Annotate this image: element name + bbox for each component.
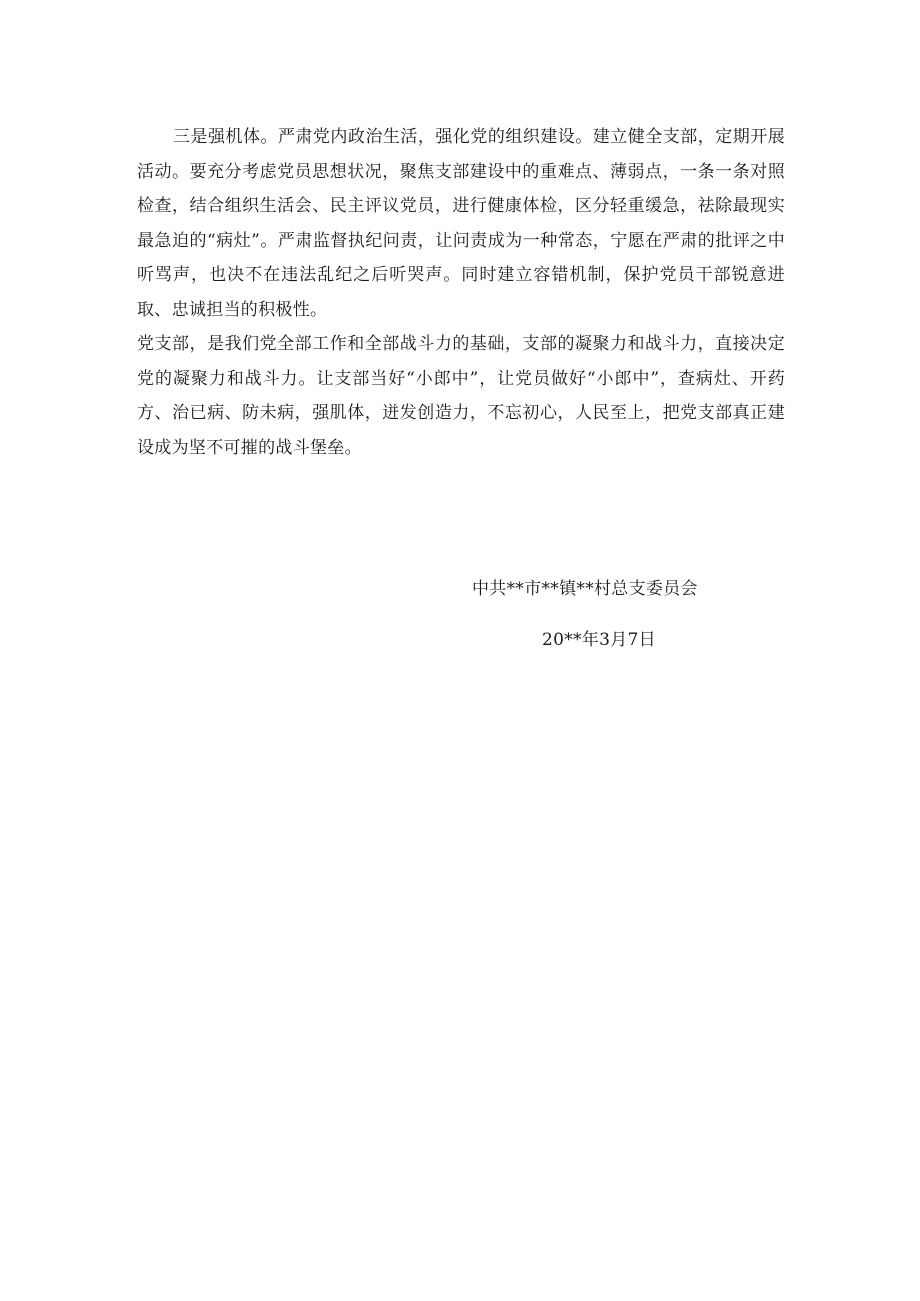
- paragraph-party-branch: 党支部，是我们党全部工作和全部战斗力的基础，支部的凝聚力和战斗力，直接决定党的凝聚力和战斗力。让支部当好“小郎中”，让党员做好“小郎中”，查病灶、开药方、治已病、防未病，强肌体，迸发创造力，不忘初心，人民至上，把党支部真正建设成为坚不可摧的战斗堡垒。: [137, 334, 785, 458]
- document-body: [137, 120, 785, 465]
- signature-organization: 中共**市**镇**村总支委员会: [472, 579, 698, 599]
- paragraph-strengthen-body: 三是强机体。严肃党内政治生活，强化党的组织建设。建立健全支部，定期开展活动。要充分考虑党员思想状况，聚焦支部建设中的重难点、薄弱点，一条一条对照检查，结合组织生活会、民主评议党员，进行健康体检，区分轻重缓急，祛除最现实最急迫的“病灶”。严肃监督执纪问责，让问责成为一种常态，宁愿在严肃的批评之中听骂声，也决不在违法乱纪之后听哭声。同时建立容错机制，保护党员干部锐意进取、忠诚担当的积极性。: [137, 127, 785, 320]
- signature-date: 20**年3月7日: [542, 630, 656, 650]
